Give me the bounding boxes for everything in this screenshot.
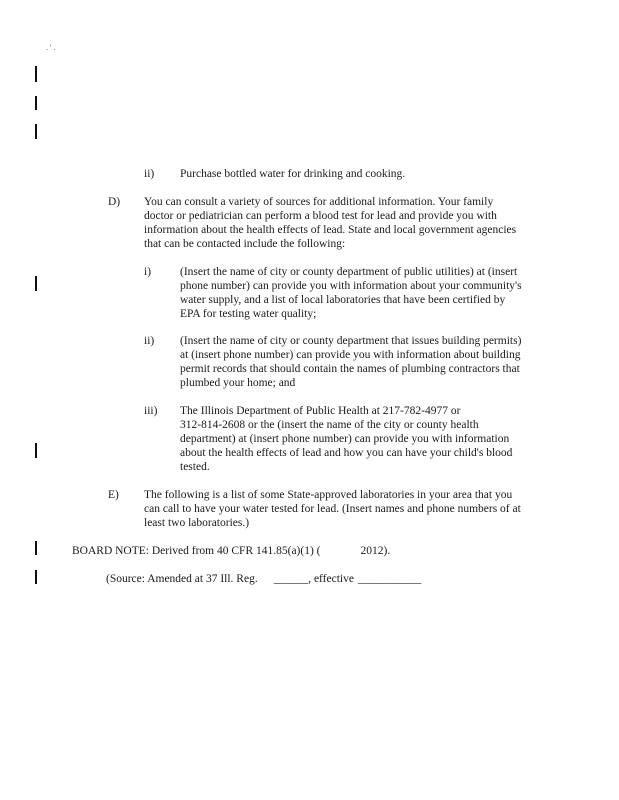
paragraph-d-iii (180, 404, 512, 474)
paragraph-d (144, 195, 516, 251)
paragraph-line: phone number) can provide you with information about your community's (180, 280, 522, 293)
paragraph-line: You can consult a variety of sources for additional information. Your family (144, 196, 494, 208)
paragraph-line: doctor or pediatrician can perform a blood test for lead and provide you with (144, 210, 497, 223)
paragraph-d-ii (180, 334, 521, 390)
change-bar (35, 276, 37, 291)
board-note (72, 544, 390, 558)
item-text: Purchase bottled water for drinking and cooking. (180, 168, 406, 180)
paragraph-d-i (180, 265, 522, 321)
paragraph-line: The Illinois Department of Public Health at 217-782-4977 or (180, 405, 461, 417)
paragraph-line: The following is a list of some State-approved laboratories in your area that you (144, 489, 513, 501)
source-effective: , effective (308, 573, 354, 585)
paragraph-line: department) at (insert phone number) can provide you with information (180, 433, 510, 446)
change-bar (35, 541, 37, 555)
item-label: D) (108, 196, 121, 208)
paragraph-line: least two laboratories.) (144, 517, 250, 530)
paragraph-line: plumbed your home; and (180, 377, 296, 390)
paragraph-line: information about the health effects of lead. State and local government agencies (144, 224, 517, 237)
paragraph-line: (Insert the name of city or county department that issues building permits) (180, 335, 522, 347)
source-text: (Source: Amended at 37 Ill. Reg. (106, 573, 258, 585)
paragraph-line: water supply, and a list of local laboratories that have been certified by (180, 294, 506, 307)
scan-specks: . ' . (46, 43, 56, 52)
item-label: i) (144, 266, 152, 278)
board-note-year: 2012). (360, 545, 391, 557)
board-note-text: BOARD NOTE: Derived from 40 CFR 141.85(a)(1) ( (72, 545, 321, 557)
paragraph-line: EPA for testing water quality; (180, 308, 317, 321)
paragraph-line: (Insert the name of city or county department of public utilities) at (insert (180, 266, 518, 278)
paragraph-line: that can be contacted include the following: (144, 238, 346, 251)
change-bar (35, 124, 37, 139)
change-bar (35, 96, 37, 110)
paragraph-line: 312-814-2608 or the (insert the name of the city or county health (180, 419, 479, 432)
item-label: ii) (144, 335, 155, 347)
source-note (106, 572, 421, 586)
paragraph-line: at (insert phone number) can provide you with information about building (180, 349, 521, 362)
paragraph-e (144, 488, 521, 530)
paragraph-line: can call to have your water tested for lead. (Insert names and phone numbers of at (144, 503, 521, 516)
effective-date-blank: ___________ (357, 573, 422, 585)
item-label: iii) (144, 405, 158, 417)
change-bar (35, 443, 37, 458)
register-page-blank: ______ (273, 573, 309, 585)
paragraph-line: about the health effects of lead and how you can have your child's blood (180, 447, 513, 460)
paragraph-line: tested. (180, 461, 210, 474)
item-label: ii) (144, 168, 155, 180)
change-bar (35, 570, 37, 584)
change-bar (35, 66, 37, 82)
paragraph-line: permit records that should contain the names of plumbing contractors that (180, 363, 520, 376)
item-label: E) (108, 489, 119, 501)
